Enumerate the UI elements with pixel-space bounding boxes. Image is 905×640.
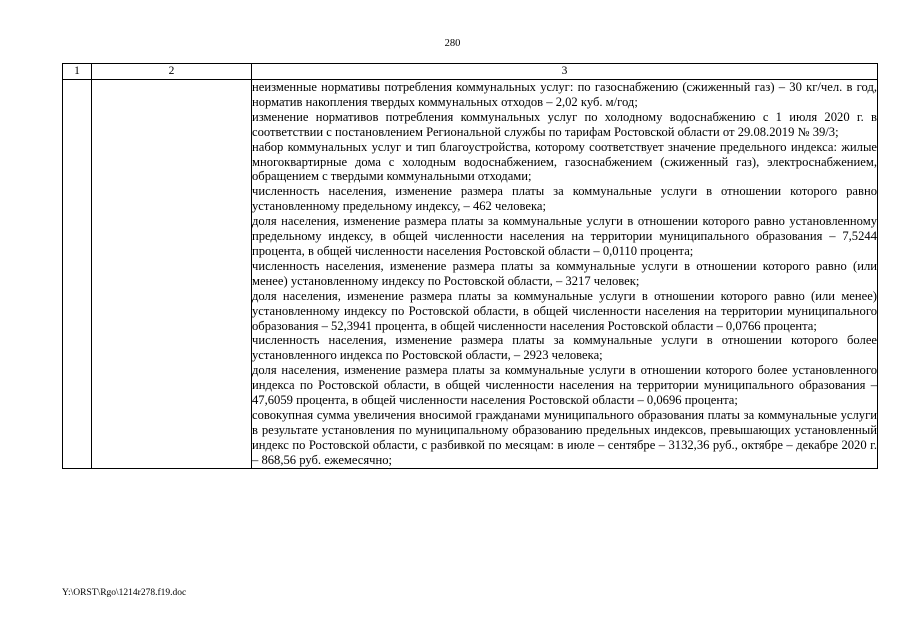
cell-column-2 bbox=[92, 80, 252, 469]
paragraph: доля населения, изменение размера платы за коммунальные услуги в отношении которого более установленного индекса по Ростовской области, в общей численности населения на территории муниципального образования – 47,6059 процента, в общей численности населения Ростовской области – 0,0696 процента; bbox=[252, 363, 877, 408]
paragraph: численность населения, изменение размера платы за коммунальные услуги в отношении которого равно (или менее) установленному индексу по Ростовской области, – 3217 человек; bbox=[252, 258, 877, 288]
paragraph: доля населения, изменение размера платы за коммунальные услуги в отношении которого равно установленному предельному индексу, в общей численности населения на территории муниципального образования – 7,5244 процента, в общей численности населения Ростовской области – 0,0110 процента; bbox=[252, 214, 877, 258]
paragraph: изменение нормативов потребления коммунальных услуг по холодному водоснабжению с 1 июля 2020 г. в соответствии с постановлением Региональной службы по тарифам Ростовской области от 29.08.2019 № 39/3; bbox=[252, 109, 877, 139]
paragraph: численность населения, изменение размера платы за коммунальные услуги в отношении которого более установленного индекса по Ростовской области, – 2923 человека; bbox=[252, 333, 877, 363]
cell-column-3 bbox=[252, 80, 878, 469]
file-path-footer: Y:\ORST\Rgo\1214r278.f19.doc bbox=[62, 588, 187, 598]
paragraph: набор коммунальных услуг и тип благоустройства, которому соответствует значение предельного индекса: жилые многоквартирные дома с холодным водоснабжением, газоснабжением (сжиженный газ), электроснабжением, обращением с твердыми коммунальными отходами; bbox=[252, 139, 877, 184]
column-header-1: 1 bbox=[63, 64, 92, 80]
paragraph: доля населения, изменение размера платы за коммунальные услуги в отношении которого равно (или менее) установленному индексу по Ростовской области, в общей численности населения на территории муниципального образования – 52,3941 процента, в общей численности населения Ростовской области – 0,0766 процента; bbox=[252, 288, 877, 333]
table-row bbox=[63, 80, 878, 469]
table-header-row bbox=[63, 64, 878, 80]
paragraph: численность населения, изменение размера платы за коммунальные услуги в отношении которого равно установленному предельному индексу, – 462 человека; bbox=[252, 184, 877, 214]
paragraph: совокупная сумма увеличения вносимой гражданами муниципального образования платы за коммунальные услуги в результате установления по муниципальному образованию предельных индексов, превышающих установленный индекс по Ростовской области, с разбивкой по месяцам: в июле – сентябре – 3132,36 руб., октябре – декабре 2020 г. – 868,56 руб. ежемесячно; bbox=[252, 407, 877, 467]
cell-column-1 bbox=[63, 80, 92, 469]
paragraph: неизменные нормативы потребления коммунальных услуг: по газоснабжению (сжиженный газ) – 30 кг/чел. в год, норматив накопления твердых коммунальных отходов – 2,02 куб. м/год; bbox=[252, 80, 877, 109]
column-header-3: 3 bbox=[252, 64, 878, 80]
column-header-2: 2 bbox=[92, 64, 252, 80]
page-number: 280 bbox=[444, 38, 461, 49]
document-table bbox=[62, 63, 878, 469]
